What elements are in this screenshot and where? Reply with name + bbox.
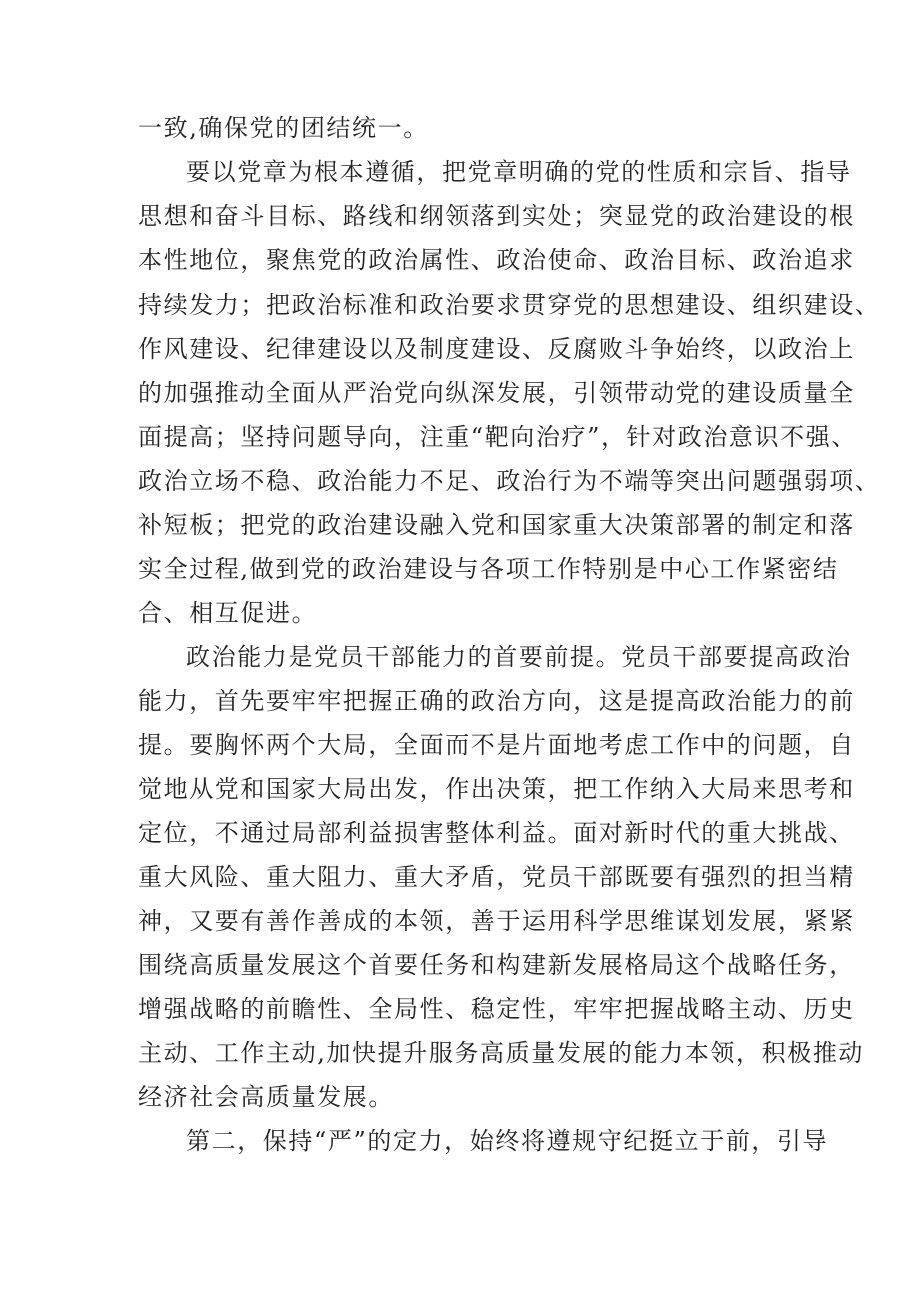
text-line: 神，又要有善作善成的本领，善于运用科学思维谋划发展，紧紧 [138,907,855,935]
text-line: 的加强推动全面从严治党向纵深发展，引领带动党的建设质量全 [138,379,855,407]
text-line: 本性地位，聚焦党的政治属性、政治使命、政治目标、政治追求 [138,246,855,274]
paragraph-start-line: 要以党章为根本遵循，把党章明确的党的性质和宗旨、指导 [186,158,852,186]
text-line: 思想和奋斗目标、路线和纲领落到实处；突显党的政治建设的根 [138,202,855,230]
text-line: 提。要胸怀两个大局，全面而不是片面地考虑工作中的问题，自 [138,731,855,759]
text-line: 政治立场不稳、政治能力不足、政治行为不端等突出问题强弱项、 [138,467,881,495]
text-line: 一致,确保党的团结统一。 [138,114,429,142]
text-line: 觉地从党和国家大局出发，作出决策，把工作纳入大局来思考和 [138,775,855,803]
text-line: 定位，不通过局部利益损害整体利益。面对新时代的重大挑战、 [138,819,855,847]
paragraph-start-line: 政治能力是党员干部能力的首要前提。党员干部要提高政治 [186,643,852,671]
text-line: 合、相互促进。 [138,599,318,627]
text-line: 主动、工作主动,加快提升服务高质量发展的能力本领，积极推动 [138,1039,865,1067]
paragraph-start-line: 第二，保持“严”的定力，始终将遵规守纪挺立于前，引导 [186,1127,829,1155]
text-line: 增强战略的前瞻性、全局性、稳定性，牢牢把握战略主动、历史 [138,995,855,1023]
text-line: 持续发力；把政治标准和政治要求贯穿党的思想建设、组织建设、 [138,291,881,319]
text-line: 作风建设、纪律建设以及制度建设、反腐败斗争始终，以政治上 [138,335,855,363]
text-line: 实全过程,做到党的政治建设与各项工作特别是中心工作紧密结 [138,555,839,583]
text-line: 面提高；坚持问题导向，注重“靶向治疗”，针对政治意识不强、 [138,423,857,451]
text-line: 能力，首先要牢牢把握正确的政治方向，这是提高政治能力的前 [138,687,855,715]
text-line: 补短板；把党的政治建设融入党和国家重大决策部署的制定和落 [138,511,855,539]
text-line: 重大风险、重大阻力、重大矛盾，党员干部既要有强烈的担当精 [138,863,855,891]
text-line: 围绕高质量发展这个首要任务和构建新发展格局这个战略任务， [138,951,855,979]
text-line: 经济社会高质量发展。 [138,1083,394,1111]
